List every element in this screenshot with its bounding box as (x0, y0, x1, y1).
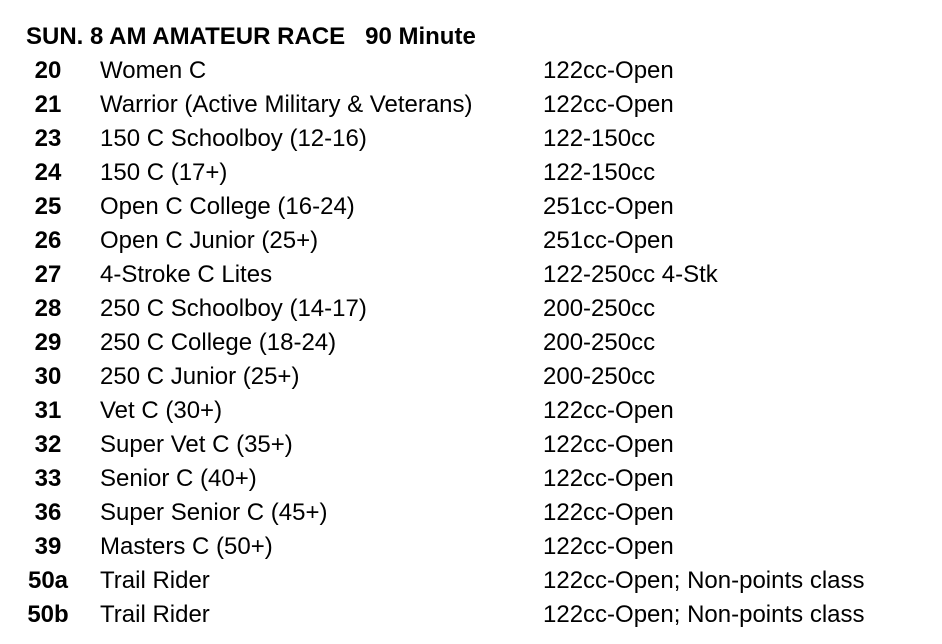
class-row (0, 428, 942, 462)
race-heading: SUN. 8 AM AMATEUR RACE 90 Minute (26, 23, 476, 50)
class-number: 23 (34, 125, 62, 152)
class-name: Trail Rider (100, 601, 210, 628)
class-displacement: 200-250cc (543, 295, 656, 322)
class-row (0, 496, 942, 530)
class-row (0, 360, 942, 394)
class-name: Warrior (Active Military & Veterans) (100, 91, 473, 118)
class-displacement: 122cc-Open (543, 499, 674, 526)
class-row (0, 564, 942, 598)
class-displacement: 200-250cc (543, 329, 656, 356)
class-name: 250 C College (18-24) (100, 329, 337, 356)
class-displacement: 251cc-Open (543, 227, 674, 254)
class-number: 21 (34, 91, 62, 118)
class-row (0, 54, 942, 88)
class-row (0, 462, 942, 496)
class-number: 31 (34, 397, 62, 424)
class-displacement: 122cc-Open (543, 91, 674, 118)
class-row (0, 292, 942, 326)
class-name: Women C (100, 57, 207, 84)
class-row (0, 122, 942, 156)
class-name: Super Vet C (35+) (100, 431, 293, 458)
class-name: 4-Stroke C Lites (100, 261, 273, 288)
class-number: 30 (34, 363, 62, 390)
class-name: Open C Junior (25+) (100, 227, 319, 254)
class-displacement: 122-150cc (543, 159, 656, 186)
class-displacement: 122cc-Open (543, 431, 674, 458)
class-list (0, 54, 942, 632)
class-displacement: 200-250cc (543, 363, 656, 390)
class-name: Masters C (50+) (100, 533, 273, 560)
class-number: 32 (34, 431, 62, 458)
class-row (0, 394, 942, 428)
class-name: Trail Rider (100, 567, 210, 594)
class-number: 25 (34, 193, 62, 220)
class-row (0, 88, 942, 122)
class-row (0, 156, 942, 190)
class-name: Vet C (30+) (100, 397, 223, 424)
class-number: 27 (34, 261, 62, 288)
class-displacement: 122cc-Open; Non-points class (543, 601, 865, 628)
class-name: Open C College (16-24) (100, 193, 355, 220)
class-row (0, 258, 942, 292)
class-number: 28 (34, 295, 62, 322)
class-number: 24 (34, 159, 62, 186)
class-name: 150 C (17+) (100, 159, 228, 186)
class-row (0, 224, 942, 258)
class-number: 36 (34, 499, 62, 526)
class-name: Senior C (40+) (100, 465, 257, 492)
class-name: 250 C Schoolboy (14-17) (100, 295, 367, 322)
class-displacement: 122-250cc 4-Stk (543, 261, 718, 288)
class-number: 29 (34, 329, 62, 356)
class-number: 50a (27, 567, 69, 594)
class-row (0, 190, 942, 224)
class-number: 50b (27, 601, 69, 628)
class-number: 26 (34, 227, 62, 254)
class-displacement: 122cc-Open; Non-points class (543, 567, 865, 594)
class-displacement: 122cc-Open (543, 465, 674, 492)
class-row (0, 530, 942, 564)
class-displacement: 122-150cc (543, 125, 656, 152)
class-displacement: 251cc-Open (543, 193, 674, 220)
class-row (0, 326, 942, 360)
class-name: 150 C Schoolboy (12-16) (100, 125, 367, 152)
class-displacement: 122cc-Open (543, 57, 674, 84)
class-name: 250 C Junior (25+) (100, 363, 300, 390)
class-number: 20 (34, 57, 62, 84)
class-row (0, 598, 942, 632)
class-number: 39 (34, 533, 62, 560)
class-number: 33 (34, 465, 62, 492)
class-name: Super Senior C (45+) (100, 499, 328, 526)
class-displacement: 122cc-Open (543, 533, 674, 560)
class-displacement: 122cc-Open (543, 397, 674, 424)
